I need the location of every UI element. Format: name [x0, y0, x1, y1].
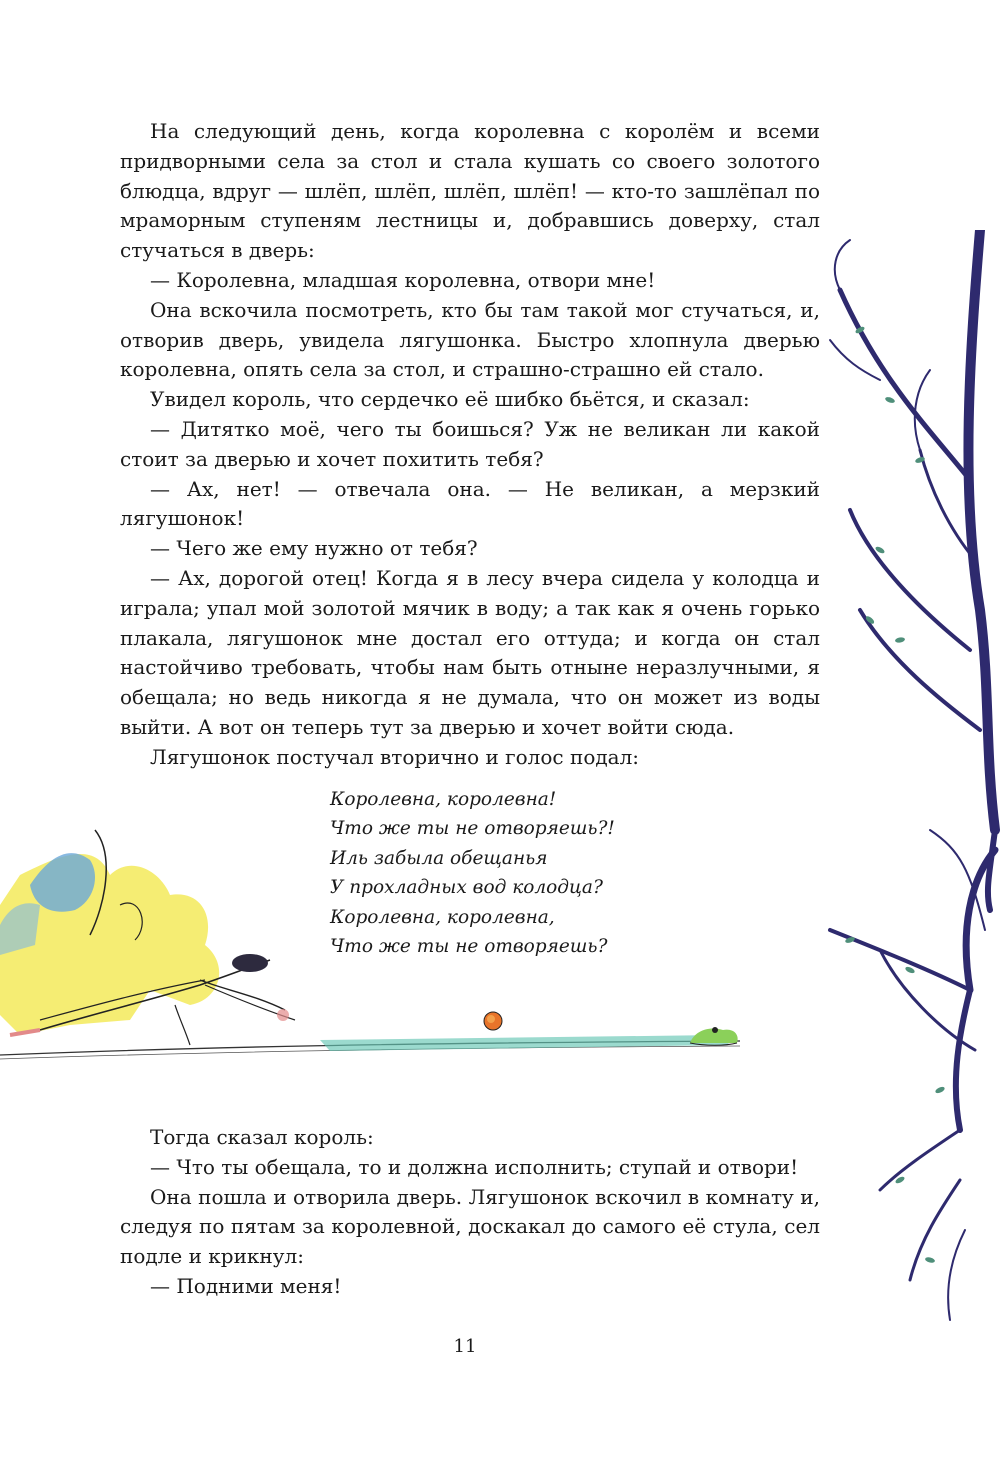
poem-line: Королевна, королевна, [330, 906, 555, 928]
paragraph: — Королевна, младшая королевна, отвори мне! [150, 267, 656, 292]
paragraph: Она вскочила посмотреть, кто бы там такой мог стучаться, и, отворив дверь, увидела лягушонка. Быстро хлопнула дверью королевна, опять села за стол, и страшно-страшно ей стало. [120, 297, 820, 382]
paragraph: Увидел король, что сердечко её шибко бьётся, и сказал: [150, 387, 750, 412]
paragraph: — Ах, дорогой отец! Когда я в лесу вчера сидела у колодца и играла; упал мой золотой мячик в воду; а так как я очень горько плакала, лягушонок мне достал его оттуда; и когда он стал настойчиво требовать, чтобы нам быть отныне неразлучными, я обещала; но ведь никогда я не думала, что он может из воды выйти. А вот он теперь тут за дверью и хочет войти сюда. [120, 565, 820, 739]
paragraph: На следующий день, когда королевна с королём и всеми придворными села за стол и стала кушать со своего золотого блюдца, вдруг — шлёп, шлёп, шлёп, шлёп! — кто-то зашлёпал по мраморным ступеням лестницы и, добравшись доверху, стал стучаться в дверь: [120, 119, 820, 263]
paragraph: Тогда сказал король: [150, 1125, 374, 1149]
poem-line: Иль забыла обещанья [330, 847, 548, 869]
story-text-top [120, 117, 820, 773]
paragraph: Она пошла и отворила дверь. Лягушонок вскочил в комнату и, следуя по пятам за королевной, доскакал до самого её стула, сел подле и крикнул: [120, 1184, 820, 1269]
golden-ball-illustration [480, 1008, 510, 1038]
paragraph: — Что ты обещала, то и должна исполнить; ступай и отвори! [150, 1154, 799, 1179]
princess-reaching-illustration [0, 815, 800, 1075]
poem-line: У прохладных вод колодца? [330, 877, 603, 899]
poem-line: Что же ты не отворяешь? [330, 936, 608, 958]
poem-line: Королевна, королевна! [330, 789, 557, 810]
paragraph: — Дитятко моё, чего ты боишься? Уж не великан ли какой стоит за дверью и хочет похитить тебя? [120, 416, 820, 471]
poem-line: Что же ты не отворяешь?! [330, 818, 615, 840]
paragraph: — Чего же ему нужно от тебя? [150, 536, 478, 561]
story-text-bottom [120, 1123, 820, 1302]
tree-branches-illustration [820, 230, 1000, 1330]
paragraph: — Подними меня! [150, 1273, 342, 1298]
paragraph: Лягушонок постучал вторично и голос подал: [150, 744, 640, 769]
page-number: 11 [453, 1336, 477, 1357]
frog-illustration [685, 1018, 745, 1053]
paragraph: — Ах, нет! — отвечала она. — Не великан, а мерзкий лягушонок! [120, 476, 820, 531]
